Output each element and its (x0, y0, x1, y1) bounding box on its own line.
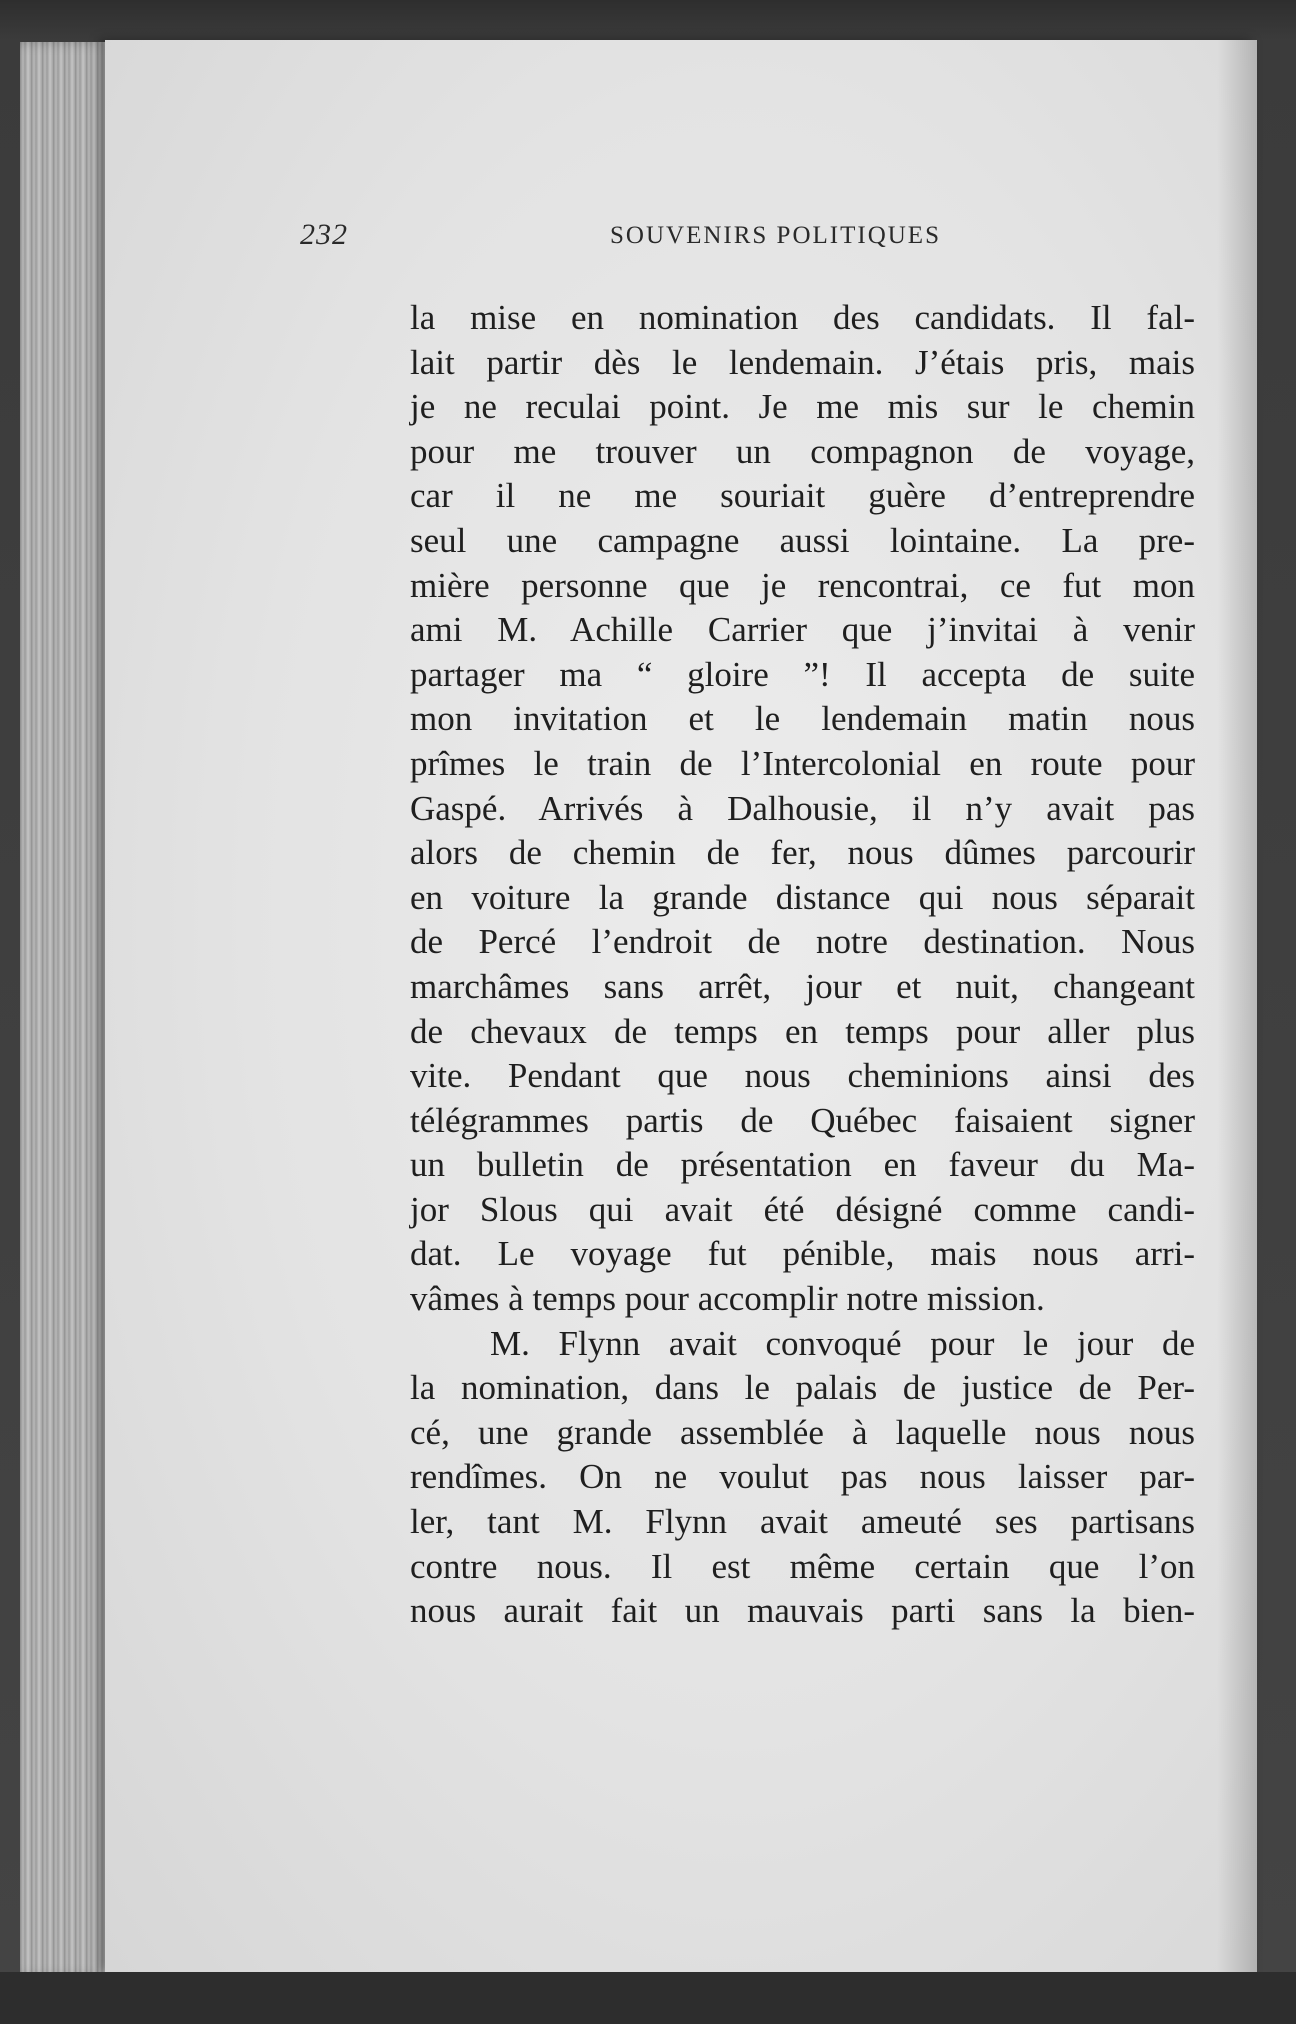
text-line: contre nous. Il est même certain que l’on (410, 1546, 1195, 1586)
text-line: lait partir dès le lendemain. J’étais pris, mais (410, 342, 1195, 382)
text-line: pour me trouver un compagnon de voyage, (410, 431, 1195, 471)
text-line: ler, tant M. Flynn avait ameuté ses partisans (410, 1502, 1195, 1542)
text-line: partager ma “ gloire ”! Il accepta de suite (410, 654, 1195, 694)
text-line: vâmes à temps pour accomplir notre mission. (410, 1279, 1045, 1319)
text-line: seul une campagne aussi lointaine. La pre- (410, 520, 1195, 560)
text-line: de chevaux de temps en temps pour aller plus (410, 1011, 1195, 1051)
text-line: un bulletin de présentation en faveur du Ma- (410, 1145, 1195, 1185)
text-line: ami M. Achille Carrier que j’invitai à venir (410, 610, 1195, 650)
text-line: Gaspé. Arrivés à Dalhousie, il n’y avait pas (410, 788, 1195, 828)
text-line: jor Slous qui avait été désigné comme candi- (410, 1189, 1195, 1229)
text-line: M. Flynn avait convoqué pour le jour de (490, 1323, 1195, 1363)
text-line: de Percé l’endroit de notre destination. Nous (410, 922, 1195, 962)
text-line: prîmes le train de l’Intercolonial en route pour (410, 743, 1195, 783)
text-line: télégrammes partis de Québec faisaient signer (410, 1100, 1195, 1140)
scan-bottom-edge (0, 1972, 1296, 2024)
text-line: la nomination, dans le palais de justice de Per- (410, 1368, 1195, 1408)
running-head (300, 218, 1000, 258)
text-line: la mise en nomination des candidats. Il fal- (410, 298, 1195, 337)
text-line: alors de chemin de fer, nous dûmes parcourir (410, 833, 1195, 873)
text-line: nous aurait fait un mauvais parti sans la bien- (410, 1591, 1195, 1631)
text-line: marchâmes sans arrêt, jour et nuit, changeant (410, 966, 1195, 1006)
text-line: cé, une grande assemblée à laquelle nous nous (410, 1412, 1195, 1452)
text-line: vite. Pendant que nous cheminions ainsi des (410, 1056, 1195, 1096)
text-line: mon invitation et le lendemain matin nous (410, 699, 1195, 739)
text-line: car il ne me souriait guère d’entreprendre (410, 476, 1195, 516)
page-number: 232 (300, 218, 348, 251)
running-title: SOUVENIRS POLITIQUES (610, 222, 941, 249)
text-line: mière personne que je rencontrai, ce fut mon (410, 565, 1195, 605)
body-text (410, 296, 1195, 1634)
text-line: je ne reculai point. Je me mis sur le chemin (410, 387, 1195, 427)
text-line: rendîmes. On ne voulut pas nous laisser par- (410, 1457, 1195, 1497)
text-line: en voiture la grande distance qui nous séparait (410, 877, 1195, 917)
text-line: dat. Le voyage fut pénible, mais nous arri- (410, 1234, 1195, 1274)
